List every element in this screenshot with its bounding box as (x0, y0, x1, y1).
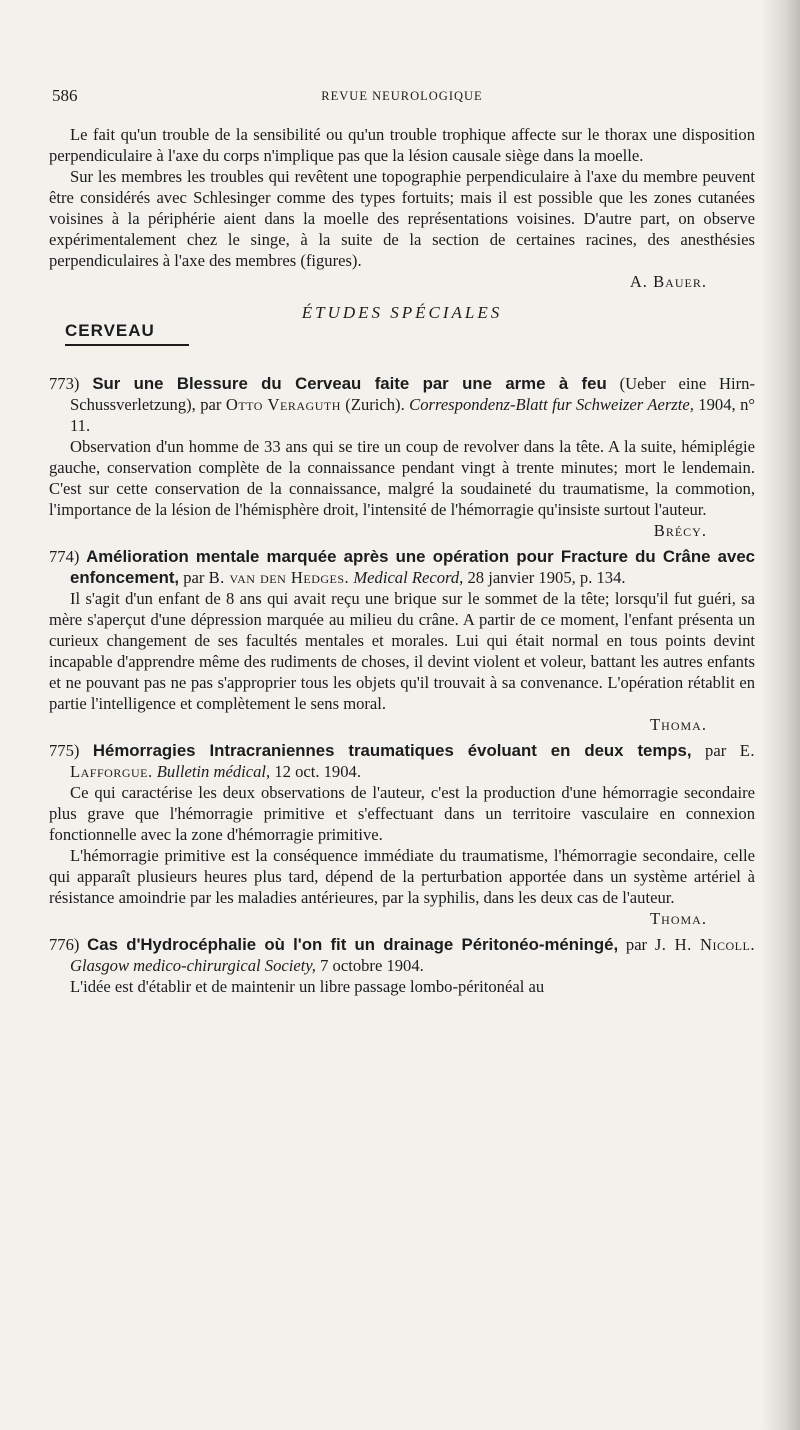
entry-author: B. van den Hedges. (208, 568, 350, 587)
scan-edge-shadow (762, 0, 800, 1430)
abstract-list (49, 373, 755, 997)
entry-signature: Brécy. (653, 521, 707, 540)
intro-signature: A. Bauer. (629, 272, 707, 291)
entry-ref-pre: (Ueber eine Hirn-Schussverletzung), par (70, 374, 756, 414)
entry-heading (49, 740, 755, 782)
article-body (49, 124, 755, 997)
entry-journal: Bulletin médical, (156, 762, 271, 781)
entry-paragraph: L'hémorragie primitive est la conséquence immédiate du traumatisme, l'hémorragie secondaire, celle qui apparaît plusieurs heures plus tard, dépend de la perturbation apportée dans un système artériel à résistance amoindrie par les maladies antérieures, par la syphilis, dans les deux cas de l'auteur. (49, 846, 755, 907)
entry-title: Amélioration mentale marquée après une opération pour Fracture du Crâne avec enfoncement, (70, 547, 755, 587)
section-title: ÉTUDES SPÉCIALES (301, 303, 503, 322)
entry-paragraph: L'idée est d'établir et de maintenir un libre passage lombo-péritonéal au (70, 977, 545, 996)
entry-ref-post: 28 janvier 1905, p. 134. (463, 568, 626, 587)
intro-text (49, 124, 755, 292)
entry-author: E. Lafforgue. (70, 741, 755, 781)
intro-paragraph: Sur les membres les troubles qui revêtent une topographie perpendiculaire à l'axe du membre peuvent être considérés avec Schlesinger comme des types fortuits; mais il est possible que les zones cutanées voisines à la périphérie aient dans la moelle des représentations voisines. D'autre part, on observe expérimentalement chez le singe, à la suite de la section de certaines racines, des anesthésies perpendiculaires à l'axe des membres (figures). (49, 167, 755, 270)
section-heading-row (49, 302, 755, 368)
entry-journal: Medical Record, (353, 568, 464, 587)
section-subtitle: CERVEAU (65, 321, 155, 340)
intro-paragraph: Le fait qu'un trouble de la sensibilité ou qu'un trouble trophique affecte sur le thorax une disposition perpendiculaire à l'axe du corps n'implique pas que la lésion causale siège dans la moelle. (49, 125, 755, 165)
entry-ref-pre: par (618, 935, 655, 954)
entry-ref-pre: par (179, 568, 209, 587)
entry-paragraph: Il s'agit d'un enfant de 8 ans qui avait reçu une brique sur le sommet de la tête; lorsqu'il fut guéri, sa mère s'aperçut d'une dépression marquée au milieu du crâne. A partir de ce moment, l'enfant présenta un curieux changement de ses facultés mentales et morales. Lui qui était normal en tous points devint incapable d'apprendre même des rudiments de choses, il devint violent et voleur, battant les autres enfants et ne pouvant pas ne pas s'approprier tous les objets qu'il trouvait à sa convenance. L'opération rétablit en partie l'intelligence et complètement le sens moral. (49, 589, 755, 713)
page-header (52, 86, 752, 108)
abstract-entry (49, 546, 755, 735)
entry-title: Sur une Blessure du Cerveau faite par une arme à feu (92, 374, 607, 393)
entry-ref-pre: par (691, 741, 740, 760)
entry-heading (49, 934, 755, 976)
entry-ref-mid: (Zurich). (340, 395, 410, 414)
entry-journal: Correspondenz-Blatt fur Schweizer Aerzte, (409, 395, 694, 414)
entry-number: 774) (49, 547, 80, 566)
entry-signature: Thoma. (650, 909, 707, 928)
entry-ref-post: 7 octobre 1904. (315, 956, 424, 975)
entry-author: Otto Veraguth (225, 395, 341, 414)
entry-number: 773) (49, 374, 80, 393)
entry-signature: Thoma. (650, 715, 707, 734)
entry-title: Cas d'Hydrocéphalie où l'on fit un drainage Péritonéo-méningé, (87, 935, 619, 954)
abstract-entry (49, 740, 755, 929)
entry-heading (49, 546, 755, 588)
page-number: 586 (52, 86, 78, 105)
subtitle-underline (65, 344, 189, 346)
entry-heading (49, 373, 755, 436)
entry-title: Hémorragies Intracraniennes traumatiques évoluant en deux temps, (92, 741, 692, 760)
entry-paragraph: Observation d'un homme de 33 ans qui se tire un coup de revolver dans la tête. A la suite, hémiplégie gauche, conservation complète de la connaissance pendant vingt à trente minutes; mort le lendemain. C'est sur cette conservation de la connaissance, malgré la soudaineté du traumatisme, la commotion, l'importance de la lésion de l'hémisphère droit, l'intensité de l'hémorragie qu'insiste surtout l'auteur. (49, 437, 755, 519)
running-head: REVUE NEUROLOGIQUE (321, 89, 483, 103)
entry-author: J. H. Nicoll. (654, 935, 755, 954)
entry-ref-post: 1904, n° 11. (70, 395, 755, 435)
entry-journal: Glasgow medico-chirurgical Society, (70, 956, 316, 975)
entry-ref-post: 12 oct. 1904. (270, 762, 361, 781)
entry-number: 776) (49, 935, 80, 954)
abstract-entry (49, 934, 755, 997)
entry-number: 775) (49, 741, 80, 760)
entry-paragraph: Ce qui caractérise les deux observations de l'auteur, c'est la production d'une hémorragie secondaire plus grave que l'hémorragie primitive et s'effectuant dans un territoire vasculaire en connexion fonctionnelle avec la zone d'hémorragie primitive. (49, 783, 755, 844)
abstract-entry (49, 373, 755, 541)
